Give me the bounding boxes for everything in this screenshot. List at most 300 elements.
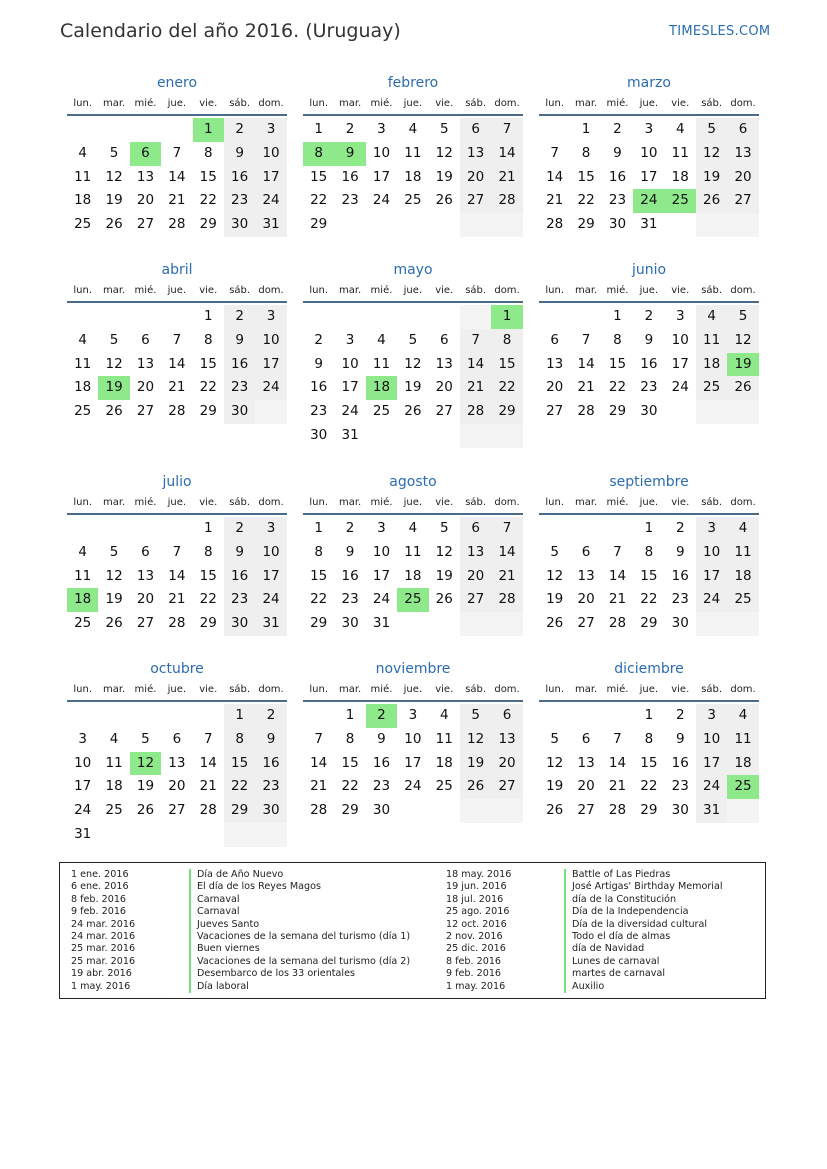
day-cell[interactable]: 21 [168, 591, 186, 608]
day-cell[interactable]: 21 [199, 778, 217, 795]
day-cell[interactable]: 30 [671, 802, 689, 819]
day-cell[interactable]: 30 [255, 799, 286, 823]
day-cell[interactable]: 16 [224, 565, 255, 589]
holiday-day-cell[interactable]: 25 [727, 775, 758, 799]
day-cell[interactable]: 21 [168, 379, 186, 396]
holiday-day-cell[interactable]: 6 [130, 142, 161, 166]
holiday-day-cell[interactable]: 25 [665, 189, 696, 213]
day-cell[interactable]: 14 [577, 355, 595, 372]
day-cell[interactable]: 19 [105, 192, 123, 209]
day-cell[interactable]: 26 [105, 615, 123, 632]
day-cell[interactable]: 20 [136, 379, 155, 396]
day-cell[interactable]: 5 [408, 331, 418, 348]
day-cell[interactable]: 18 [74, 192, 92, 209]
day-cell[interactable]: 3 [345, 331, 355, 348]
day-cell[interactable]: 9 [224, 142, 255, 166]
day-cell[interactable]: 27 [577, 802, 595, 819]
day-cell[interactable]: 20 [577, 778, 595, 795]
day-cell[interactable]: 15 [310, 567, 328, 584]
day-cell[interactable]: 29 [199, 615, 217, 632]
holiday-day-cell[interactable]: 12 [130, 752, 161, 776]
day-cell[interactable]: 15 [491, 353, 522, 377]
day-cell[interactable]: 31 [696, 799, 727, 823]
day-cell[interactable]: 10 [671, 331, 689, 348]
day-cell[interactable]: 29 [310, 216, 328, 233]
day-cell[interactable]: 10 [255, 142, 286, 166]
day-cell[interactable]: 8 [203, 144, 213, 161]
day-cell[interactable]: 7 [203, 730, 213, 747]
day-cell[interactable]: 19 [105, 591, 123, 608]
day-cell[interactable]: 26 [105, 403, 123, 420]
day-cell[interactable]: 7 [491, 517, 522, 541]
day-cell[interactable]: 2 [224, 305, 255, 329]
day-cell[interactable]: 28 [168, 403, 186, 420]
day-cell[interactable]: 28 [608, 615, 627, 632]
day-cell[interactable]: 4 [439, 707, 449, 723]
day-cell[interactable]: 1 [314, 520, 323, 536]
day-cell[interactable]: 22 [640, 591, 658, 608]
day-cell[interactable]: 14 [491, 142, 522, 166]
day-cell[interactable]: 31 [74, 825, 92, 842]
day-cell[interactable]: 30 [224, 400, 255, 424]
day-cell[interactable]: 7 [613, 543, 622, 560]
day-cell[interactable]: 11 [727, 541, 758, 565]
day-cell[interactable]: 13 [727, 142, 758, 166]
day-cell[interactable]: 26 [435, 591, 453, 608]
day-cell[interactable]: 21 [577, 379, 595, 396]
day-cell[interactable]: 4 [377, 331, 386, 348]
day-cell[interactable]: 1 [345, 707, 355, 723]
day-cell[interactable]: 22 [199, 591, 217, 608]
day-cell[interactable]: 24 [671, 379, 689, 396]
day-cell[interactable]: 10 [696, 541, 727, 565]
day-cell[interactable]: 13 [460, 142, 491, 166]
day-cell[interactable]: 22 [224, 775, 255, 799]
day-cell[interactable]: 23 [224, 189, 255, 213]
day-cell[interactable]: 5 [109, 144, 119, 161]
day-cell[interactable]: 13 [136, 567, 155, 584]
day-cell[interactable]: 14 [608, 754, 627, 771]
day-cell[interactable]: 25 [74, 615, 92, 632]
day-cell[interactable]: 24 [255, 588, 286, 612]
day-cell[interactable]: 13 [136, 355, 155, 372]
day-cell[interactable]: 26 [546, 802, 564, 819]
day-cell[interactable]: 30 [372, 802, 391, 819]
day-cell[interactable]: 16 [671, 567, 689, 584]
day-cell[interactable]: 15 [224, 752, 255, 776]
day-cell[interactable]: 2 [345, 121, 355, 137]
day-cell[interactable]: 5 [727, 305, 758, 329]
day-cell[interactable]: 3 [675, 308, 685, 324]
day-cell[interactable]: 13 [435, 355, 453, 372]
day-cell[interactable]: 19 [435, 168, 453, 185]
day-cell[interactable]: 26 [136, 802, 155, 819]
day-cell[interactable]: 19 [546, 778, 564, 795]
day-cell[interactable]: 6 [460, 118, 491, 142]
day-cell[interactable]: 6 [727, 118, 758, 142]
day-cell[interactable]: 31 [255, 213, 286, 237]
day-cell[interactable]: 30 [310, 426, 328, 443]
day-cell[interactable]: 1 [644, 707, 654, 723]
day-cell[interactable]: 15 [577, 168, 595, 185]
day-cell[interactable]: 20 [460, 166, 491, 190]
day-cell[interactable]: 27 [136, 403, 155, 420]
day-cell[interactable]: 14 [168, 567, 186, 584]
day-cell[interactable]: 17 [372, 168, 391, 185]
day-cell[interactable]: 13 [136, 168, 155, 185]
day-cell[interactable]: 24 [696, 588, 727, 612]
day-cell[interactable]: 25 [727, 588, 758, 612]
day-cell[interactable]: 11 [74, 168, 92, 185]
day-cell[interactable]: 12 [435, 144, 453, 161]
day-cell[interactable]: 15 [199, 567, 217, 584]
day-cell[interactable]: 17 [696, 565, 727, 589]
day-cell[interactable]: 24 [372, 591, 391, 608]
day-cell[interactable]: 29 [310, 615, 328, 632]
day-cell[interactable]: 30 [640, 403, 658, 420]
day-cell[interactable]: 23 [341, 192, 359, 209]
day-cell[interactable]: 24 [404, 778, 422, 795]
day-cell[interactable]: 17 [74, 778, 92, 795]
day-cell[interactable]: 3 [255, 305, 286, 329]
day-cell[interactable]: 31 [341, 426, 359, 443]
day-cell[interactable]: 15 [199, 355, 217, 372]
day-cell[interactable]: 18 [696, 353, 727, 377]
day-cell[interactable]: 16 [372, 754, 391, 771]
day-cell[interactable]: 3 [696, 704, 727, 728]
day-cell[interactable]: 6 [550, 331, 559, 348]
day-cell[interactable]: 26 [105, 216, 123, 233]
day-cell[interactable]: 21 [608, 778, 627, 795]
day-cell[interactable]: 8 [613, 331, 622, 348]
day-cell[interactable]: 14 [310, 754, 328, 771]
day-cell[interactable]: 17 [404, 754, 422, 771]
day-cell[interactable]: 2 [613, 121, 622, 137]
holiday-day-cell[interactable]: 2 [366, 704, 397, 728]
day-cell[interactable]: 13 [460, 541, 491, 565]
day-cell[interactable]: 1 [613, 308, 622, 324]
day-cell[interactable]: 2 [675, 520, 685, 536]
day-cell[interactable]: 2 [224, 517, 255, 541]
day-cell[interactable]: 24 [372, 192, 391, 209]
day-cell[interactable]: 20 [491, 752, 522, 776]
day-cell[interactable]: 20 [435, 379, 453, 396]
day-cell[interactable]: 2 [644, 308, 654, 324]
day-cell[interactable]: 7 [581, 331, 591, 348]
day-cell[interactable]: 27 [460, 588, 491, 612]
day-cell[interactable]: 3 [696, 517, 727, 541]
day-cell[interactable]: 20 [136, 192, 155, 209]
day-cell[interactable]: 15 [640, 754, 658, 771]
day-cell[interactable]: 17 [640, 168, 658, 185]
day-cell[interactable]: 27 [435, 403, 453, 420]
day-cell[interactable]: 9 [345, 543, 355, 560]
day-cell[interactable]: 24 [74, 802, 92, 819]
day-cell[interactable]: 28 [546, 216, 564, 233]
day-cell[interactable]: 12 [404, 355, 422, 372]
day-cell[interactable]: 20 [546, 379, 564, 396]
day-cell[interactable]: 12 [105, 567, 123, 584]
day-cell[interactable]: 14 [460, 353, 491, 377]
day-cell[interactable]: 14 [546, 168, 564, 185]
day-cell[interactable]: 7 [613, 730, 622, 747]
day-cell[interactable]: 10 [255, 541, 286, 565]
day-cell[interactable]: 30 [671, 615, 689, 632]
holiday-day-cell[interactable]: 8 [303, 142, 334, 166]
day-cell[interactable]: 6 [141, 331, 150, 348]
day-cell[interactable]: 8 [203, 331, 213, 348]
day-cell[interactable]: 18 [435, 754, 453, 771]
day-cell[interactable]: 6 [460, 517, 491, 541]
day-cell[interactable]: 30 [608, 216, 627, 233]
holiday-day-cell[interactable]: 19 [98, 376, 129, 400]
day-cell[interactable]: 29 [577, 216, 595, 233]
day-cell[interactable]: 13 [491, 728, 522, 752]
holiday-day-cell[interactable]: 25 [397, 588, 428, 612]
day-cell[interactable]: 16 [608, 168, 627, 185]
day-cell[interactable]: 16 [341, 168, 359, 185]
day-cell[interactable]: 16 [224, 353, 255, 377]
day-cell[interactable]: 19 [435, 567, 453, 584]
day-cell[interactable]: 4 [408, 520, 418, 536]
day-cell[interactable]: 30 [224, 612, 255, 636]
day-cell[interactable]: 3 [408, 707, 418, 723]
day-cell[interactable]: 28 [199, 802, 217, 819]
day-cell[interactable]: 21 [460, 376, 491, 400]
day-cell[interactable]: 8 [224, 728, 255, 752]
day-cell[interactable]: 7 [550, 144, 559, 161]
day-cell[interactable]: 26 [404, 403, 422, 420]
day-cell[interactable]: 13 [577, 754, 595, 771]
day-cell[interactable]: 3 [377, 121, 386, 137]
day-cell[interactable]: 25 [74, 216, 92, 233]
day-cell[interactable]: 27 [727, 189, 758, 213]
day-cell[interactable]: 20 [168, 778, 186, 795]
day-cell[interactable]: 22 [199, 379, 217, 396]
day-cell[interactable]: 14 [608, 567, 627, 584]
day-cell[interactable]: 11 [74, 567, 92, 584]
day-cell[interactable]: 9 [613, 144, 622, 161]
day-cell[interactable]: 19 [404, 379, 422, 396]
day-cell[interactable]: 21 [310, 778, 328, 795]
day-cell[interactable]: 25 [696, 376, 727, 400]
day-cell[interactable]: 22 [341, 778, 359, 795]
day-cell[interactable]: 18 [727, 565, 758, 589]
day-cell[interactable]: 23 [640, 379, 658, 396]
day-cell[interactable]: 13 [577, 567, 595, 584]
day-cell[interactable]: 8 [314, 543, 323, 560]
day-cell[interactable]: 10 [404, 730, 422, 747]
day-cell[interactable]: 12 [696, 142, 727, 166]
day-cell[interactable]: 11 [671, 144, 689, 161]
day-cell[interactable]: 5 [109, 543, 119, 560]
day-cell[interactable]: 27 [136, 216, 155, 233]
day-cell[interactable]: 7 [460, 329, 491, 353]
day-cell[interactable]: 29 [640, 615, 658, 632]
day-cell[interactable]: 10 [372, 543, 391, 560]
day-cell[interactable]: 31 [640, 216, 658, 233]
day-cell[interactable]: 18 [404, 567, 422, 584]
day-cell[interactable]: 16 [224, 166, 255, 190]
day-cell[interactable]: 20 [577, 591, 595, 608]
day-cell[interactable]: 31 [372, 615, 391, 632]
day-cell[interactable]: 18 [105, 778, 123, 795]
day-cell[interactable]: 15 [608, 355, 627, 372]
day-cell[interactable]: 29 [640, 802, 658, 819]
day-cell[interactable]: 3 [78, 730, 87, 747]
day-cell[interactable]: 2 [314, 331, 323, 348]
day-cell[interactable]: 8 [203, 543, 213, 560]
day-cell[interactable]: 12 [546, 754, 564, 771]
day-cell[interactable]: 20 [136, 591, 155, 608]
day-cell[interactable]: 14 [168, 168, 186, 185]
day-cell[interactable]: 14 [491, 541, 522, 565]
holiday-day-cell[interactable]: 18 [366, 376, 397, 400]
day-cell[interactable]: 22 [310, 192, 328, 209]
day-cell[interactable]: 14 [199, 754, 217, 771]
day-cell[interactable]: 12 [105, 168, 123, 185]
day-cell[interactable]: 6 [581, 730, 591, 747]
day-cell[interactable]: 2 [345, 520, 355, 536]
day-cell[interactable]: 7 [314, 730, 323, 747]
day-cell[interactable]: 22 [491, 376, 522, 400]
day-cell[interactable]: 26 [435, 192, 453, 209]
day-cell[interactable]: 6 [491, 704, 522, 728]
day-cell[interactable]: 15 [310, 168, 328, 185]
day-cell[interactable]: 19 [696, 166, 727, 190]
day-cell[interactable]: 5 [439, 520, 449, 536]
day-cell[interactable]: 4 [408, 121, 418, 137]
day-cell[interactable]: 30 [341, 615, 359, 632]
day-cell[interactable]: 10 [341, 355, 359, 372]
day-cell[interactable]: 7 [491, 118, 522, 142]
day-cell[interactable]: 22 [608, 379, 627, 396]
day-cell[interactable]: 4 [78, 144, 87, 161]
day-cell[interactable]: 31 [255, 612, 286, 636]
day-cell[interactable]: 16 [341, 567, 359, 584]
day-cell[interactable]: 25 [404, 192, 422, 209]
day-cell[interactable]: 17 [372, 567, 391, 584]
day-cell[interactable]: 11 [435, 730, 453, 747]
day-cell[interactable]: 8 [491, 329, 522, 353]
day-cell[interactable]: 29 [608, 403, 627, 420]
day-cell[interactable]: 23 [310, 403, 328, 420]
day-cell[interactable]: 22 [310, 591, 328, 608]
day-cell[interactable]: 12 [105, 355, 123, 372]
day-cell[interactable]: 26 [460, 775, 491, 799]
day-cell[interactable]: 11 [74, 355, 92, 372]
day-cell[interactable]: 1 [314, 121, 323, 137]
day-cell[interactable]: 4 [78, 543, 87, 560]
day-cell[interactable]: 19 [460, 752, 491, 776]
day-cell[interactable]: 23 [224, 588, 255, 612]
day-cell[interactable]: 4 [696, 305, 727, 329]
day-cell[interactable]: 24 [696, 775, 727, 799]
day-cell[interactable]: 23 [608, 192, 627, 209]
day-cell[interactable]: 28 [491, 189, 522, 213]
day-cell[interactable]: 11 [727, 728, 758, 752]
day-cell[interactable]: 19 [136, 778, 155, 795]
day-cell[interactable]: 12 [546, 567, 564, 584]
day-cell[interactable]: 3 [255, 118, 286, 142]
holiday-day-cell[interactable]: 1 [193, 118, 224, 142]
day-cell[interactable]: 21 [608, 591, 627, 608]
day-cell[interactable]: 16 [310, 379, 328, 396]
day-cell[interactable]: 9 [224, 541, 255, 565]
day-cell[interactable]: 11 [404, 144, 422, 161]
day-cell[interactable]: 6 [141, 543, 150, 560]
day-cell[interactable]: 24 [255, 376, 286, 400]
holiday-day-cell[interactable]: 9 [334, 142, 365, 166]
day-cell[interactable]: 6 [172, 730, 182, 747]
day-cell[interactable]: 18 [404, 168, 422, 185]
day-cell[interactable]: 23 [255, 775, 286, 799]
day-cell[interactable]: 26 [546, 615, 564, 632]
day-cell[interactable]: 30 [224, 213, 255, 237]
day-cell[interactable]: 14 [168, 355, 186, 372]
day-cell[interactable]: 21 [491, 166, 522, 190]
day-cell[interactable]: 24 [341, 403, 359, 420]
day-cell[interactable]: 29 [341, 802, 359, 819]
day-cell[interactable]: 20 [727, 166, 758, 190]
day-cell[interactable]: 23 [341, 591, 359, 608]
day-cell[interactable]: 25 [74, 403, 92, 420]
day-cell[interactable]: 23 [671, 778, 689, 795]
day-cell[interactable]: 17 [696, 752, 727, 776]
day-cell[interactable]: 27 [460, 189, 491, 213]
day-cell[interactable]: 9 [377, 730, 386, 747]
day-cell[interactable]: 16 [671, 754, 689, 771]
day-cell[interactable]: 5 [439, 121, 449, 137]
day-cell[interactable]: 8 [581, 144, 591, 161]
holiday-day-cell[interactable]: 1 [491, 305, 522, 329]
day-cell[interactable]: 1 [581, 121, 591, 137]
day-cell[interactable]: 28 [460, 400, 491, 424]
day-cell[interactable]: 27 [577, 615, 595, 632]
day-cell[interactable]: 7 [172, 543, 182, 560]
brand-link[interactable]: TIMESLES.COM [669, 24, 771, 39]
day-cell[interactable]: 7 [172, 331, 182, 348]
day-cell[interactable]: 17 [255, 166, 286, 190]
day-cell[interactable]: 6 [581, 543, 591, 560]
day-cell[interactable]: 5 [550, 730, 559, 747]
day-cell[interactable]: 13 [546, 355, 564, 372]
day-cell[interactable]: 16 [255, 752, 286, 776]
day-cell[interactable]: 12 [727, 329, 758, 353]
day-cell[interactable]: 7 [172, 144, 182, 161]
day-cell[interactable]: 18 [727, 752, 758, 776]
day-cell[interactable]: 1 [203, 520, 213, 536]
day-cell[interactable]: 17 [671, 355, 689, 372]
day-cell[interactable]: 20 [460, 565, 491, 589]
day-cell[interactable]: 17 [255, 353, 286, 377]
day-cell[interactable]: 28 [491, 588, 522, 612]
day-cell[interactable]: 5 [550, 543, 559, 560]
day-cell[interactable]: 17 [341, 379, 359, 396]
day-cell[interactable]: 9 [675, 730, 685, 747]
day-cell[interactable]: 9 [675, 543, 685, 560]
day-cell[interactable]: 1 [644, 520, 654, 536]
day-cell[interactable]: 18 [671, 168, 689, 185]
day-cell[interactable]: 24 [255, 189, 286, 213]
day-cell[interactable]: 21 [546, 192, 564, 209]
day-cell[interactable]: 26 [727, 376, 758, 400]
day-cell[interactable]: 27 [491, 775, 522, 799]
day-cell[interactable]: 28 [168, 216, 186, 233]
day-cell[interactable]: 27 [136, 615, 155, 632]
day-cell[interactable]: 23 [671, 591, 689, 608]
day-cell[interactable]: 5 [109, 331, 119, 348]
